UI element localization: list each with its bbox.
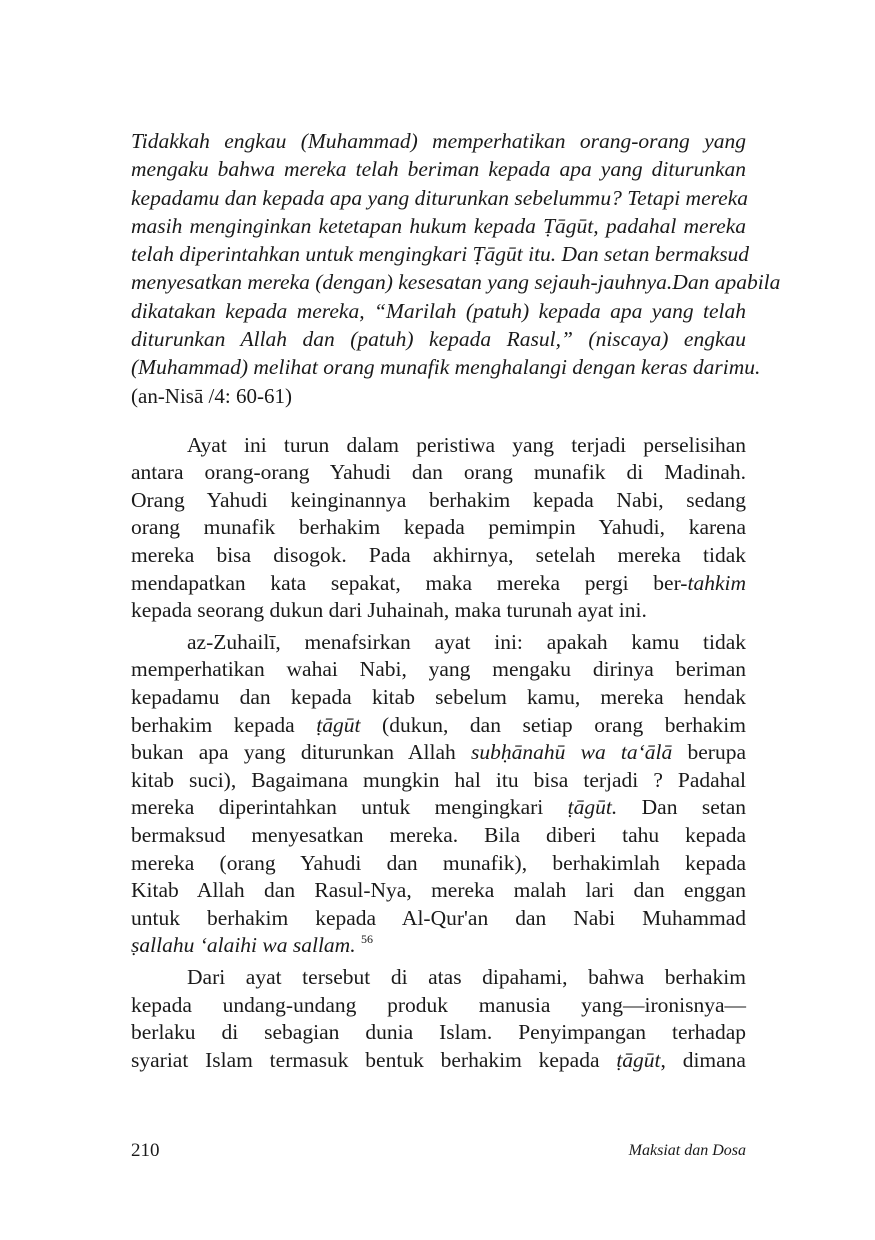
- paragraph-line: kepada seorang dukun dari Juhainah, maka turunah ayat ini.: [131, 598, 647, 623]
- paragraph-text: mereka diperintahkan untuk mengingkari: [131, 795, 568, 820]
- quote-line: telah diperintahkan untuk mengingkari Ṭāgūt itu. Dan setan bermaksud: [131, 242, 750, 267]
- quote-line: menyesatkan mereka (dengan) kesesatan yang sejauh-jauhnya.Dan apabila: [131, 270, 781, 295]
- paragraph-text: berupa: [672, 740, 746, 765]
- paragraph-line: Dari ayat tersebut di atas dipahami, bahwa berhakim: [187, 964, 746, 989]
- page-footer: [131, 1140, 746, 1164]
- italic-term: subḥānahū wa ta‘ālā: [471, 740, 673, 765]
- paragraph-line: untuk berhakim kepada Al-Qur'an dan Nabi Muhammad: [131, 905, 746, 930]
- italic-term: tahkim: [687, 570, 746, 595]
- paragraph-3: [131, 964, 746, 1074]
- quote-line: kepadamu dan kepada apa yang diturunkan sebelummu? Tetapi mereka: [131, 185, 749, 210]
- paragraph-text: , dimana: [660, 1047, 746, 1072]
- paragraph-text: berhakim kepada: [131, 712, 317, 737]
- paragraph-line: memperhatikan wahai Nabi, yang mengaku dirinya beriman: [131, 657, 746, 682]
- italic-term: ṭāgūt: [616, 1047, 661, 1072]
- paragraph-text: Dan setan: [617, 795, 747, 820]
- paragraph-line: Ayat ini turun dalam peristiwa yang terjadi perselisihan: [187, 432, 746, 457]
- paragraph-line: [131, 794, 746, 822]
- paragraph-text: (dukun, dan setiap orang berhakim: [360, 712, 746, 737]
- quote-line: (Muhammad) melihat orang munafik menghalangi dengan keras darimu.: [131, 355, 761, 380]
- paragraph-line: Kitab Allah dan Rasul-Nya, mereka malah lari dan enggan: [131, 878, 746, 903]
- paragraph-line: Orang Yahudi keinginannya berhakim kepada Nabi, sedang: [131, 487, 746, 512]
- paragraph-line: az-Zuhailī, menafsirkan ayat ini: apakah kamu tidak: [187, 629, 746, 654]
- italic-term: ṭāgūt.: [567, 795, 618, 820]
- paragraph-line: mereka bisa disogok. Pada akhirnya, setelah mereka tidak: [131, 543, 746, 568]
- paragraph-line: kepada undang-undang produk manusia yang—ironisnya—: [131, 992, 746, 1017]
- paragraph-line: mereka (orang Yahudi dan munafik), berhakimlah kepada: [131, 850, 746, 875]
- page-body: [131, 127, 781, 1074]
- paragraph-line: [131, 1047, 746, 1075]
- paragraph-text: syariat Islam termasuk bentuk berhakim kepada: [131, 1047, 617, 1072]
- quote-line: masih menginginkan ketetapan hukum kepada Ṭāgūt, padahal mereka: [131, 213, 746, 238]
- italic-term: ṣallahu ‘alaihi wa sallam.: [131, 933, 356, 958]
- paragraph-line: antara orang-orang Yahudi dan orang munafik di Madinah.: [131, 460, 746, 485]
- page-number: 210: [131, 1140, 160, 1161]
- paragraph-line: [131, 712, 746, 740]
- paragraph-line: bermaksud menyesatkan mereka. Bila diberi tahu kepada: [131, 822, 746, 847]
- paragraph-1: [131, 432, 746, 625]
- paragraph-line: orang munafik berhakim kepada pemimpin Yahudi, karena: [131, 515, 746, 540]
- quote-line: diturunkan Allah dan (patuh) kepada Rasul,” (niscaya) engkau: [131, 327, 746, 352]
- paragraph-line: kepadamu dan kepada kitab sebelum kamu, mereka hendak: [131, 685, 746, 710]
- quote-reference: (an-Nisā /4: 60-61): [131, 383, 292, 408]
- footnote-marker[interactable]: 56: [360, 932, 373, 947]
- running-title: Maksiat dan Dosa: [628, 1142, 746, 1159]
- paragraph-line: [131, 570, 746, 598]
- quote-line: Tidakkah engkau (Muhammad) memperhatikan orang-orang yang: [131, 129, 746, 153]
- quote-line: dikatakan kepada mereka, “Marilah (patuh) kepada apa yang telah: [131, 298, 746, 323]
- italic-term: ṭāgūt: [316, 712, 361, 737]
- quote-line: mengaku bahwa mereka telah beriman kepada apa yang diturunkan: [131, 157, 746, 182]
- paragraph-text: bukan apa yang diturunkan Allah: [131, 740, 472, 765]
- paragraph-line: kitab suci), Bagaimana mungkin hal itu bisa terjadi ? Padahal: [131, 767, 746, 792]
- paragraph-text: mendapatkan kata sepakat, maka mereka pergi ber-: [131, 570, 688, 595]
- paragraph-line: [131, 932, 746, 960]
- paragraph-line: berlaku di sebagian dunia Islam. Penyimpangan terhadap: [131, 1020, 746, 1045]
- paragraph-line: [131, 739, 746, 767]
- paragraph-2: [131, 629, 746, 960]
- quran-quote: [131, 127, 781, 410]
